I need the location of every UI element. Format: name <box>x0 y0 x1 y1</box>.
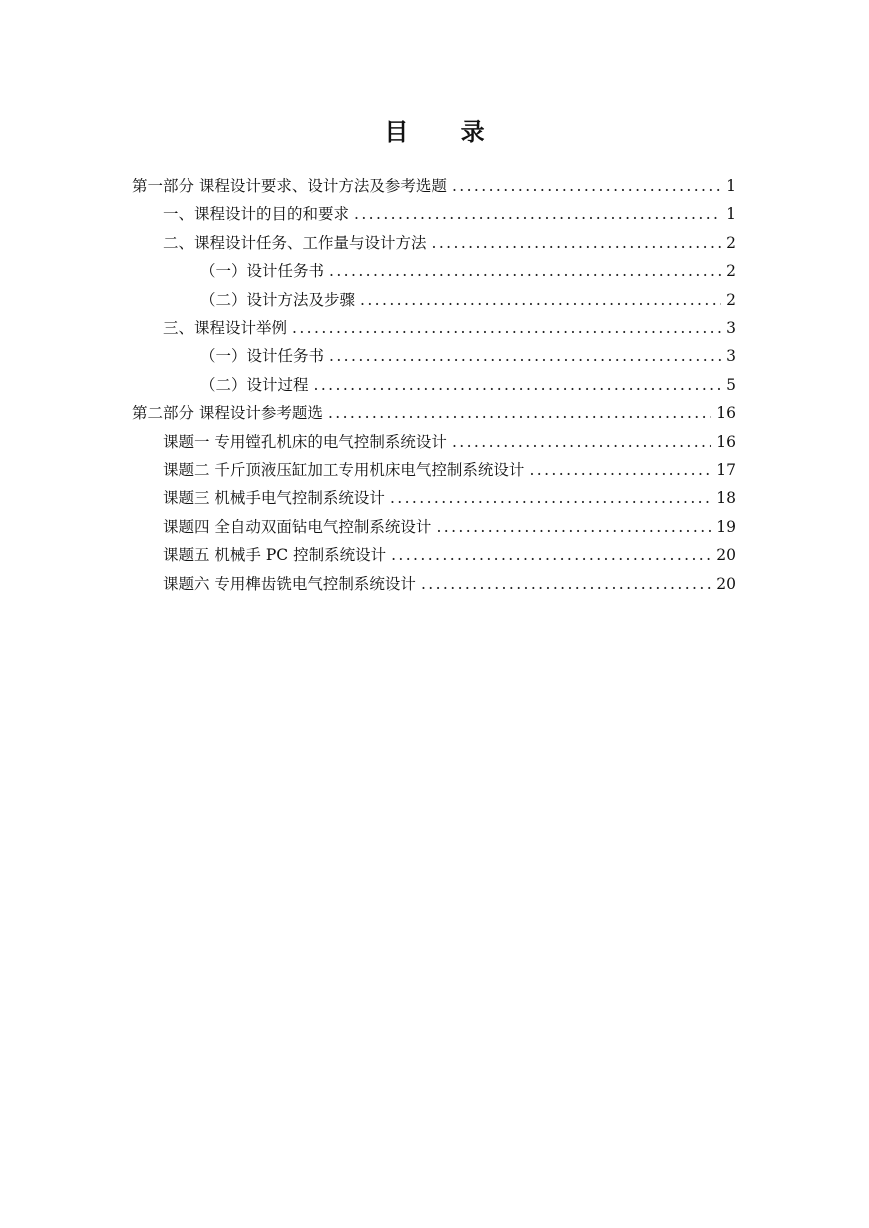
toc-entry[interactable] <box>163 572 736 596</box>
toc-entry[interactable] <box>200 288 736 312</box>
toc-entry-title: 第一部分 课程设计要求、设计方法及参考选题 <box>132 177 447 195</box>
toc-entry-page-number: 20 <box>716 546 736 565</box>
toc-dot-leader <box>421 572 711 596</box>
toc-entry-title: （二）设计方法及步骤 <box>200 290 356 309</box>
toc-entry[interactable] <box>163 430 736 454</box>
toc-entry-title: 三、课程设计举例 <box>163 319 288 337</box>
toc-dot-leader <box>452 174 721 198</box>
toc-entry-page-number: 2 <box>726 262 736 281</box>
toc-entry[interactable] <box>163 543 736 567</box>
toc-entry-page-number: 20 <box>716 574 736 593</box>
toc-entry-title: 课题五 机械手 PC 控制系统设计 <box>163 546 387 565</box>
toc-dot-leader <box>314 373 722 397</box>
toc-entry-title: 二、课程设计任务、工作量与设计方法 <box>163 233 427 252</box>
toc-dot-leader <box>354 202 721 226</box>
toc-entry-page-number: 18 <box>716 489 736 508</box>
toc-dot-leader <box>328 401 711 425</box>
toc-entry[interactable] <box>163 316 736 340</box>
toc-entry[interactable] <box>200 344 736 368</box>
toc-entry-page-number: 2 <box>726 233 736 252</box>
toc-entry-title: （一）设计任务书 <box>200 347 325 366</box>
toc-entry[interactable] <box>163 231 736 255</box>
toc-dot-leader <box>360 288 721 312</box>
toc-entry-title: （一）设计任务书 <box>200 262 325 281</box>
toc-entry-title: 一、课程设计的目的和要求 <box>163 205 350 224</box>
toc-entry[interactable] <box>163 202 736 226</box>
toc-entry[interactable] <box>132 401 736 425</box>
toc-entry-title: 第二部分 课程设计参考题选 <box>132 404 323 423</box>
toc-dot-leader <box>390 486 711 510</box>
toc-dot-leader <box>292 316 721 340</box>
toc-entry-title: 课题六 专用榫齿铣电气控制系统设计 <box>163 574 416 593</box>
toc-dot-leader <box>391 543 711 567</box>
toc-dot-leader <box>432 231 722 255</box>
toc-entry-title: 课题二 千斤顶液压缸加工专用机床电气控制系统设计 <box>163 461 525 479</box>
toc-dot-leader <box>329 259 721 283</box>
toc-dot-leader <box>436 515 711 539</box>
toc-entry[interactable] <box>200 373 736 397</box>
toc-entry-page-number: 3 <box>726 319 736 337</box>
toc-entry-page-number: 3 <box>726 347 736 366</box>
toc-entry-title: （二）设计过程 <box>200 375 309 394</box>
toc-entry-page-number: 16 <box>716 432 736 451</box>
toc-entry[interactable] <box>163 486 736 510</box>
toc-entry-page-number: 2 <box>726 290 736 309</box>
toc-entry-page-number: 1 <box>726 177 736 195</box>
toc-entry-page-number: 1 <box>726 205 736 224</box>
toc-dot-leader <box>452 430 711 454</box>
page-title: 目 录 <box>384 118 507 146</box>
toc-entry-title: 课题三 机械手电气控制系统设计 <box>163 489 385 508</box>
toc-entry-page-number: 19 <box>716 517 736 536</box>
toc-entry[interactable] <box>132 174 736 198</box>
toc-entry[interactable] <box>163 515 736 539</box>
toc-entry[interactable] <box>163 458 736 482</box>
toc-entry[interactable] <box>200 259 736 283</box>
toc-entry-page-number: 17 <box>716 461 736 479</box>
toc-entry-page-number: 5 <box>726 375 736 394</box>
toc-dot-leader <box>329 344 721 368</box>
toc-dot-leader <box>529 458 711 482</box>
toc-entry-page-number: 16 <box>716 404 736 423</box>
toc-entry-title: 课题四 全自动双面钻电气控制系统设计 <box>163 517 432 536</box>
toc-entry-title: 课题一 专用镗孔机床的电气控制系统设计 <box>163 432 447 451</box>
